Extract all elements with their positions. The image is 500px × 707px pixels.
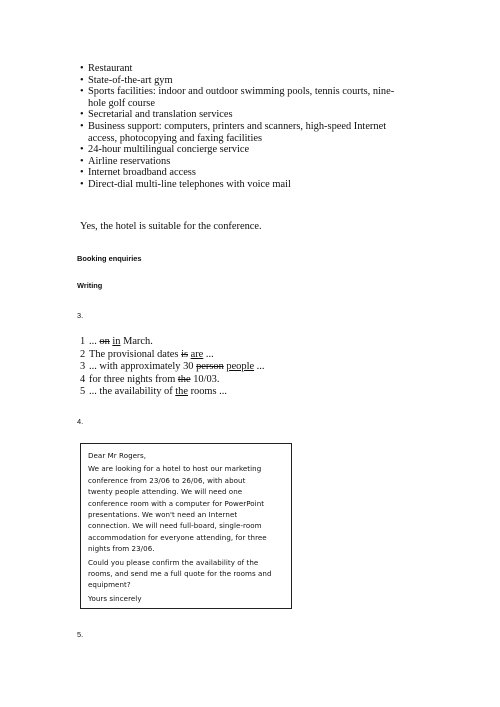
corrections-list [80, 336, 380, 399]
deleted-word: is [181, 348, 188, 360]
list-item: • Business support: computers, printers and scanners, high-speed Internet access, photocopying and faxing facilities [80, 121, 410, 144]
letter-line: presentations. We won't need an Internet [88, 510, 238, 520]
letter-line: Could you please confirm the availability of the [88, 557, 259, 567]
letter-line: accommodation for everyone attending, for three [88, 532, 267, 542]
letter-line: rooms, and send me a full quote for the rooms and [88, 569, 272, 579]
text-before: ... the availability of [89, 386, 176, 398]
letter-line: nights from 23/06. [88, 544, 155, 554]
text-before: The provisional dates [89, 348, 182, 360]
inserted-word: people [226, 361, 255, 373]
letter-line: conference room with a computer for PowerPoint [88, 498, 265, 508]
inserted-word: are [190, 348, 204, 360]
text-before: ... with approximately 30 [89, 361, 197, 373]
letter-line: conference from 23/06 to 26/06, with about [88, 475, 246, 485]
text-after: rooms ... [187, 386, 227, 398]
deleted-word: person [196, 361, 224, 373]
item-number: 2 [80, 348, 86, 360]
list-item: • State-of-the-art gym [80, 75, 410, 87]
item-number: 3 [80, 361, 86, 373]
text-after: ... [203, 348, 214, 360]
list-item: • Direct-dial multi-line telephones with voice mail [80, 179, 410, 191]
correction-item [80, 349, 380, 362]
letter-line: equipment? [88, 580, 131, 590]
deleted-word: on [99, 336, 110, 347]
list-item: • Airline reservations [80, 156, 410, 168]
list-item: • Sports facilities: indoor and outdoor swimming pools, tennis courts, nine-hole golf course [80, 86, 410, 109]
deleted-word: the [177, 373, 191, 385]
letter-line: We are looking for a hotel to host our marketing [88, 464, 262, 474]
text-after: ... [254, 361, 265, 373]
correction-item [80, 361, 380, 374]
item-number: 5 [80, 386, 86, 398]
list-item: • Internet broadband access [80, 167, 410, 179]
section-heading-writing: Writing [77, 281, 103, 290]
correction-item [80, 374, 380, 387]
letter-paragraph-2 [88, 557, 285, 591]
list-item: • Secretarial and translation services [80, 109, 410, 121]
exercise-number-4: 4. [77, 417, 84, 426]
letter-box [80, 443, 292, 609]
text-after: 10/03. [193, 373, 220, 385]
correction-item [80, 386, 380, 399]
letter-paragraph-1 [88, 463, 285, 554]
inserted-word: the [175, 386, 188, 398]
list-item: • 24-hour multilingual concierge service [80, 144, 410, 156]
correction-item [80, 336, 380, 349]
item-number: 4 [80, 373, 86, 385]
text-before: for three nights from [89, 373, 178, 385]
text-before: ... [89, 336, 100, 347]
exercise-number-3: 3. [77, 311, 84, 320]
letter-closing: Yours sincerely [88, 593, 142, 603]
list-item: • Restaurant [80, 63, 410, 75]
inserted-word: in [112, 336, 121, 347]
text-after: March. [120, 336, 153, 347]
letter-salutation: Dear Mr Rogers, [88, 451, 147, 460]
section-heading-booking: Booking enquiries [77, 254, 142, 263]
conclusion-text: Yes, the hotel is suitable for the conference. [80, 221, 262, 232]
letter-line: twenty people attending. We will need one [88, 487, 243, 497]
letter-line: connection. We will need full-board, single-room [88, 521, 262, 531]
item-number: 1 [80, 336, 86, 347]
facilities-list [80, 63, 410, 191]
exercise-number-5: 5. [77, 630, 84, 639]
